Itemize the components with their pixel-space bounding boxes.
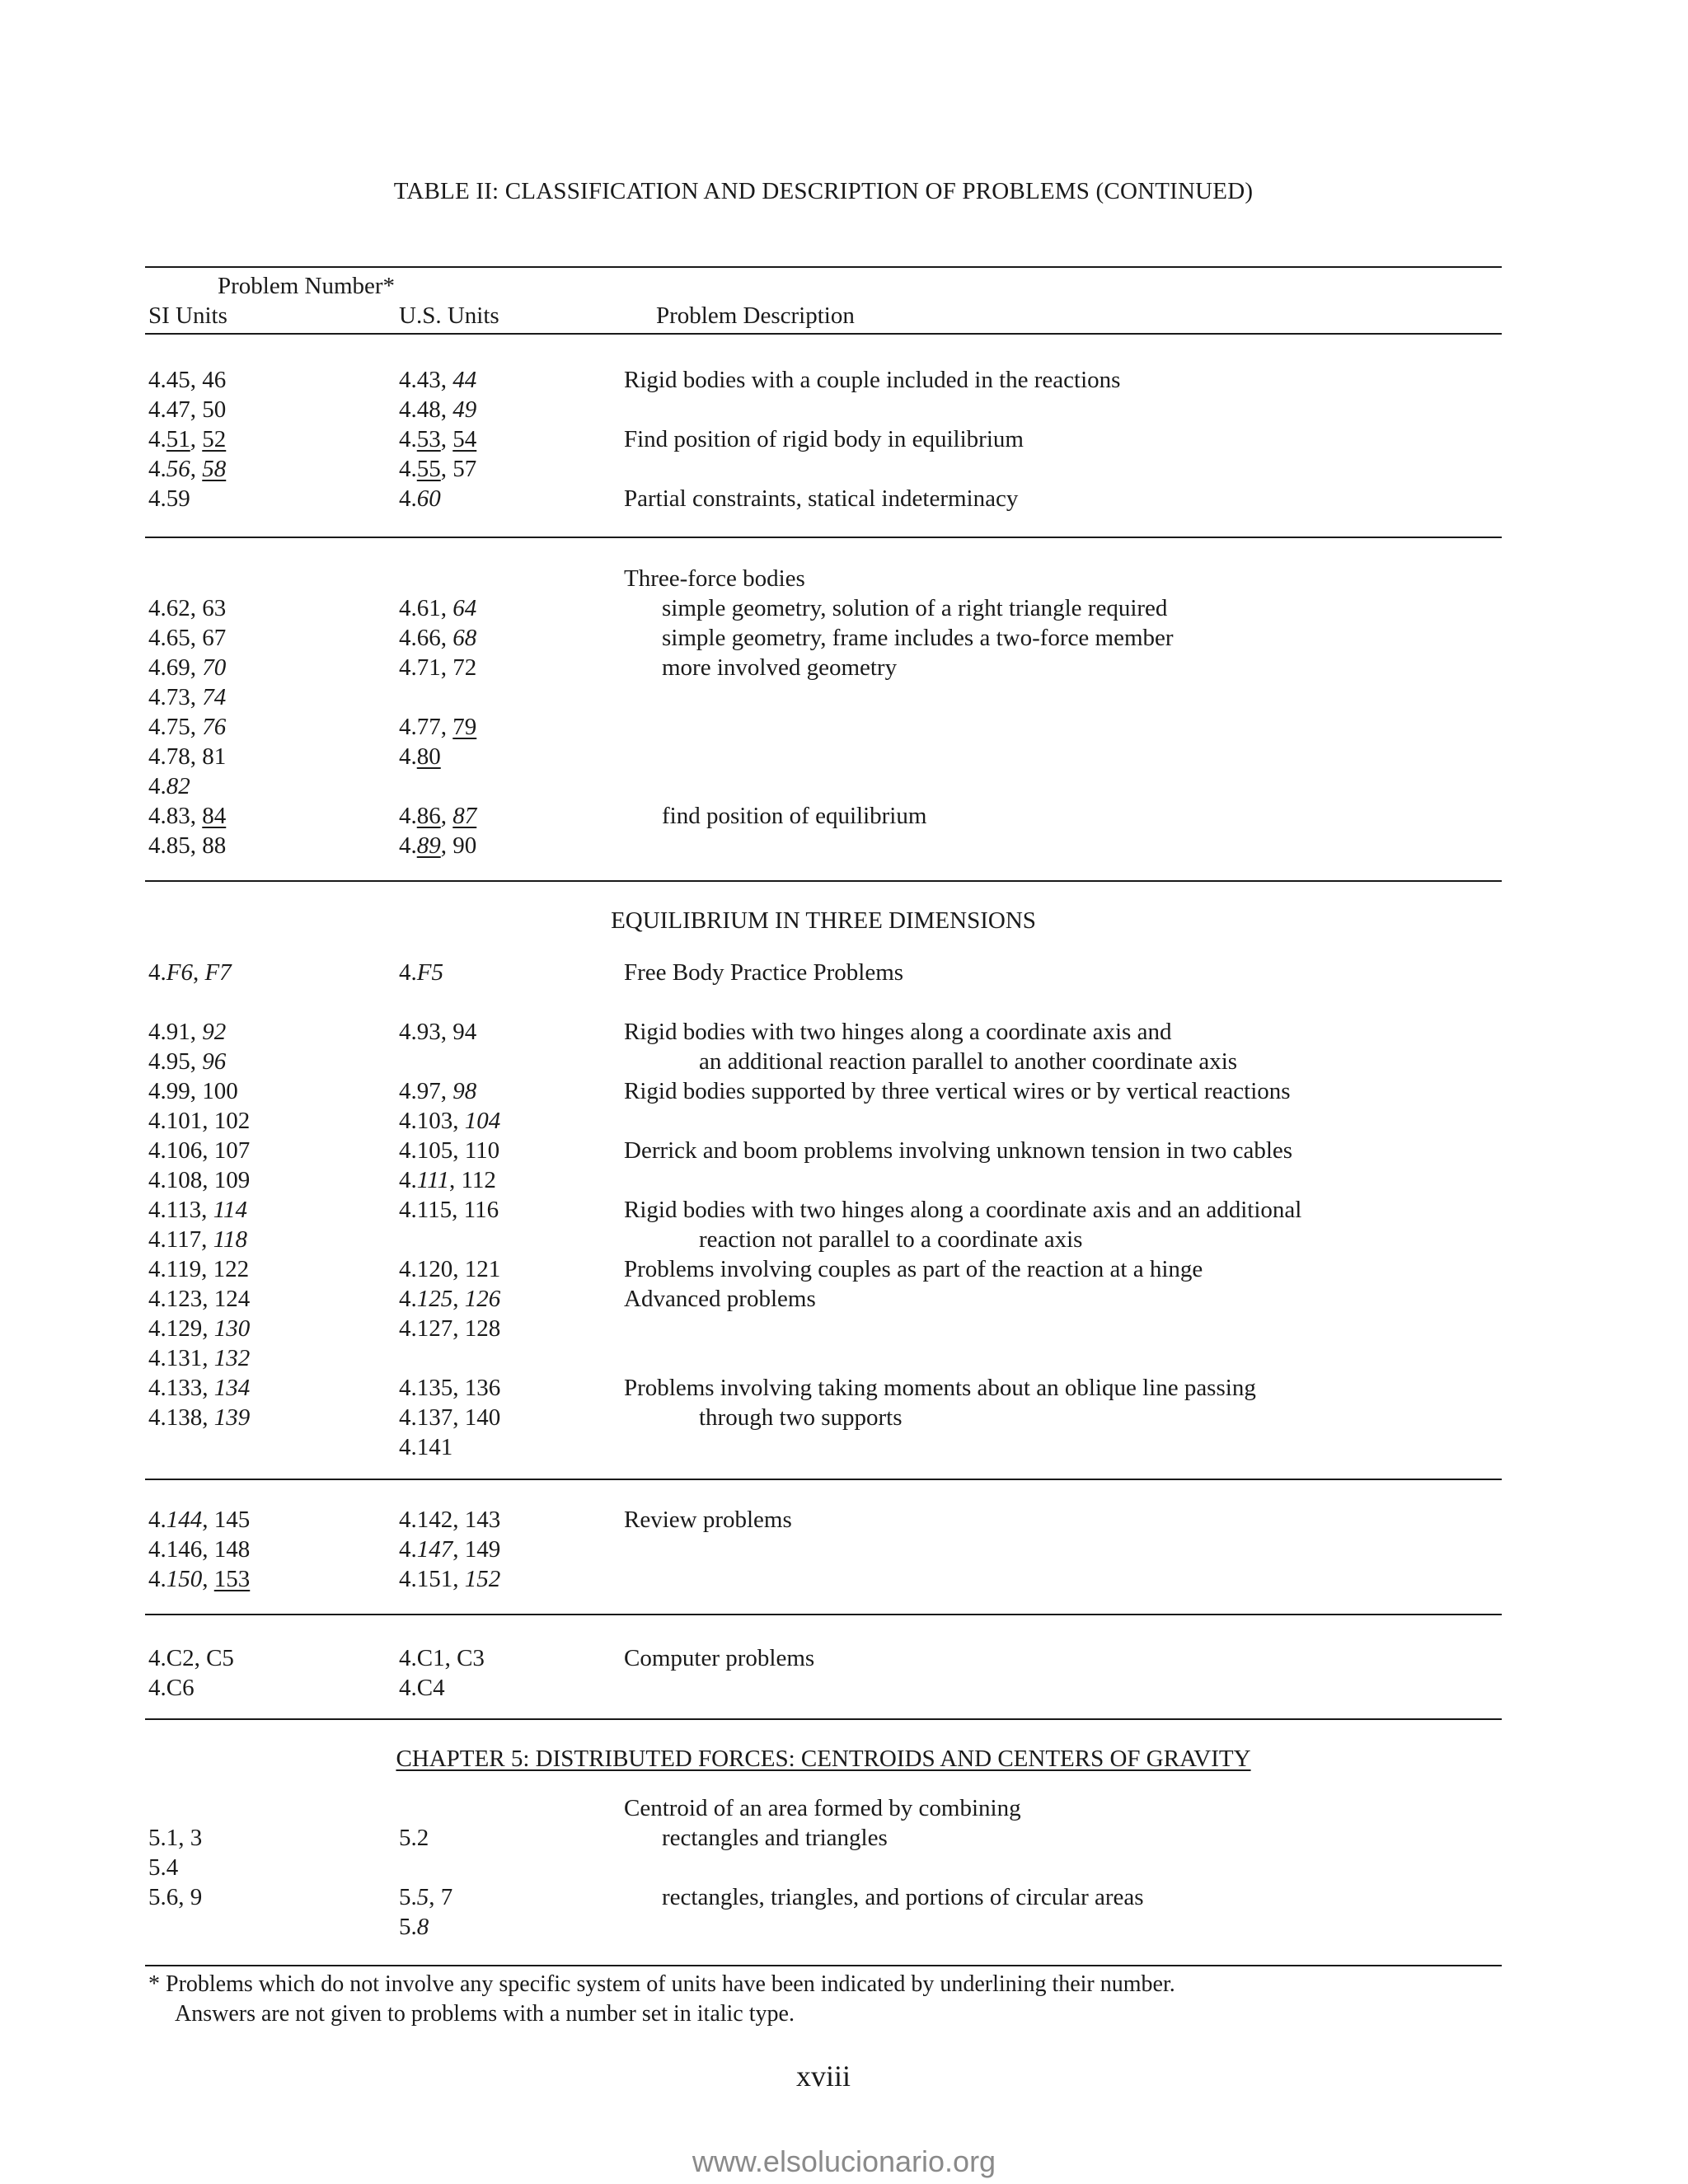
problem-number-part: 4.73, [148, 684, 203, 710]
problem-description-cell: through two supports [699, 1404, 903, 1431]
us-units-cell [399, 593, 476, 623]
problem-number-part: 4. [148, 426, 166, 452]
table-row [0, 1505, 1688, 1535]
us-units-cell [399, 1505, 500, 1535]
si-units-cell [148, 1284, 250, 1314]
table-row [0, 454, 1688, 484]
problem-number-part: 4. [148, 1507, 166, 1533]
section-title [0, 906, 1647, 935]
header-problem-description: Problem Description [656, 302, 855, 329]
problem-description-cell: reaction not parallel to a coordinate axis [699, 1226, 1083, 1253]
problem-number-part: 4.65, 67 [148, 625, 227, 651]
problem-number-part: 64 [452, 595, 477, 621]
problem-number-part: 87 [452, 803, 477, 829]
us-units-cell [399, 395, 476, 424]
problem-number-part: 4.141 [399, 1434, 453, 1460]
problem-number-part: 56 [166, 456, 190, 482]
problem-number-part: 4.103, [399, 1108, 465, 1134]
problem-number-part: 4.129, [148, 1315, 214, 1342]
table-row [0, 653, 1688, 682]
problem-number-part: 144 [166, 1507, 203, 1533]
problem-number-part: 4.117, [148, 1226, 213, 1253]
si-units-cell [148, 1823, 202, 1853]
problem-number-part: , [440, 803, 453, 829]
problem-number-part: 49 [452, 396, 477, 423]
problem-number-part: 4.135, 136 [399, 1375, 501, 1401]
table-row [0, 623, 1688, 653]
us-units-cell [399, 1017, 476, 1047]
problem-number-part: 76 [202, 714, 227, 740]
problem-number-part: 4.137, 140 [399, 1404, 501, 1431]
table-row [0, 958, 1688, 987]
problem-number-part: 5.2 [399, 1825, 429, 1851]
problem-number-part: 92 [202, 1019, 227, 1045]
table-row [0, 365, 1688, 395]
si-units-cell [148, 771, 190, 801]
problem-number-part: 4. [399, 485, 417, 512]
problem-number-part: 74 [202, 684, 227, 710]
table-row [0, 1314, 1688, 1343]
problem-number-part: 5 [416, 1884, 429, 1910]
table-row [0, 1912, 1688, 1942]
us-units-cell [399, 1823, 429, 1853]
table-row [0, 1793, 1688, 1823]
problem-number-part: 4.133, [148, 1375, 214, 1401]
problem-number-part: 4.115, 116 [399, 1197, 499, 1223]
problem-number-part: 53 [416, 426, 441, 452]
si-units-cell [148, 1882, 202, 1912]
problem-number-part: 58 [202, 456, 227, 482]
problem-number-part: 4.119, 122 [148, 1256, 250, 1282]
si-units-cell [148, 1165, 250, 1195]
table-row [0, 1017, 1688, 1047]
problem-number-part: 4.62, 63 [148, 595, 227, 621]
problem-description-cell: Derrick and boom problems involving unknown tension in two cables [624, 1137, 1293, 1164]
problem-number-part: 147 [416, 1536, 453, 1563]
section-title-text: EQUILIBRIUM IN THREE DIMENSIONS [611, 907, 1036, 934]
problem-number-part: 4.78, 81 [148, 743, 227, 770]
si-units-cell [148, 1254, 249, 1284]
problem-number-part: 5.4 [148, 1854, 179, 1881]
problem-number-part: 4.85, 88 [148, 832, 227, 859]
problem-description-cell: Computer problems [624, 1645, 815, 1671]
us-units-cell [399, 1254, 500, 1284]
table-row [0, 1673, 1688, 1703]
table-row [0, 1136, 1688, 1165]
page-number: xviii [795, 2060, 851, 2093]
si-units-cell [148, 1564, 250, 1594]
problem-number-part: 68 [452, 625, 477, 651]
us-units-cell [399, 958, 443, 987]
problem-number-part: 4. [399, 959, 417, 986]
problem-number-part: 4. [399, 743, 417, 770]
table-row [0, 712, 1688, 742]
problem-number-part: , 145 [202, 1507, 251, 1533]
problem-number-part: 70 [202, 654, 227, 681]
footnote-line-2: Answers are not given to problems with a number set in italic type. [175, 2001, 795, 2027]
problem-number-part: 4. [399, 803, 417, 829]
table-row [0, 1853, 1688, 1882]
si-units-cell [148, 1195, 247, 1225]
us-units-cell [399, 1535, 500, 1564]
problem-number-part: , 112 [448, 1167, 496, 1193]
us-units-cell [399, 1564, 500, 1594]
problem-number-part: 4.138, [148, 1404, 214, 1431]
problem-number-part: 111 [416, 1167, 449, 1193]
problem-number-part: 4.146, 148 [148, 1536, 251, 1563]
problem-number-part: 4.45, 46 [148, 367, 227, 393]
problem-number-part: 4.120, 121 [399, 1256, 501, 1282]
problem-number-part: 96 [202, 1048, 227, 1075]
problem-number-part: , [452, 1286, 465, 1312]
problem-number-part: 4.151, [399, 1566, 465, 1592]
table-row [0, 801, 1688, 831]
us-units-cell [399, 1106, 500, 1136]
us-units-cell [399, 1284, 500, 1314]
problem-number-part: 4.97, [399, 1078, 453, 1104]
problem-number-part: 4.108, 109 [148, 1167, 251, 1193]
problem-description-cell: Review problems [624, 1507, 792, 1533]
problem-number-part: 4.106, 107 [148, 1137, 251, 1164]
problem-number-part: 4.C4 [399, 1675, 445, 1701]
us-units-cell [399, 1673, 445, 1703]
problem-number-part: 55 [416, 456, 441, 482]
problem-number-part: 4.105, 110 [399, 1137, 500, 1164]
problem-number-part: 84 [202, 803, 227, 829]
us-units-cell [399, 484, 441, 513]
problem-number-part: 4.C1, C3 [399, 1645, 485, 1671]
problem-number-part: , 149 [452, 1536, 501, 1563]
problem-description-cell: Three-force bodies [624, 565, 805, 592]
si-units-cell [148, 1403, 250, 1432]
table-row [0, 1564, 1688, 1594]
table-row [0, 1076, 1688, 1106]
si-units-cell [148, 1853, 178, 1882]
problem-number-part: 114 [213, 1197, 248, 1223]
problem-number-part: 4.47, 50 [148, 396, 227, 423]
problem-number-part: 52 [202, 426, 227, 452]
problem-number-part: 86 [416, 803, 441, 829]
problem-description-cell: simple geometry, solution of a right triangle required [662, 595, 1168, 621]
us-units-cell [399, 1195, 499, 1225]
problem-number-part: 4.C2, C5 [148, 1645, 234, 1671]
si-units-cell [148, 1136, 250, 1165]
problem-description-cell: Free Body Practice Problems [624, 959, 904, 986]
si-units-cell [148, 395, 226, 424]
table-row [0, 1195, 1688, 1225]
problem-description-cell: Find position of rigid body in equilibrium [624, 426, 1024, 452]
us-units-cell [399, 365, 476, 395]
problem-description-cell: Problems involving couples as part of the reaction at a hinge [624, 1256, 1203, 1282]
section-rule [145, 1965, 1502, 1966]
problem-number-part: 152 [464, 1566, 501, 1592]
problem-number-part: 4.61, [399, 595, 453, 621]
si-units-cell [148, 454, 226, 484]
problem-number-part: , [440, 426, 453, 452]
table-row [0, 1165, 1688, 1195]
si-units-cell [148, 1225, 247, 1254]
us-units-cell [399, 653, 476, 682]
table-row [0, 424, 1688, 454]
si-units-cell [148, 1505, 250, 1535]
table-row [0, 1254, 1688, 1284]
problem-number-part: 4. [399, 456, 417, 482]
problem-number-part: 4.123, 124 [148, 1286, 251, 1312]
table-row [0, 593, 1688, 623]
problem-number-part: 4.95, [148, 1048, 203, 1075]
si-units-cell [148, 1047, 226, 1076]
problem-description-cell: rectangles, triangles, and portions of circular areas [662, 1884, 1144, 1910]
problem-number-part: 4.113, [148, 1197, 213, 1223]
problem-number-part: 132 [213, 1345, 251, 1371]
problem-number-part: , [190, 456, 203, 482]
si-units-cell [148, 682, 226, 712]
us-units-cell [399, 1076, 476, 1106]
problem-number-part: 134 [213, 1375, 251, 1401]
si-units-cell [148, 1535, 250, 1564]
si-units-cell [148, 831, 226, 860]
problem-description-cell: simple geometry, frame includes a two-force member [662, 625, 1174, 651]
problem-number-part: 5. [399, 1884, 417, 1910]
problem-number-part: 79 [452, 714, 477, 740]
us-units-cell [399, 1882, 452, 1912]
si-units-cell [148, 1017, 226, 1047]
problem-number-part: 4.93, 94 [399, 1019, 477, 1045]
us-units-cell [399, 742, 441, 771]
problem-number-part: 4.71, 72 [399, 654, 477, 681]
problem-number-part: 89 [416, 832, 441, 859]
si-units-cell [148, 1673, 195, 1703]
header-us-units: U.S. Units [399, 302, 499, 329]
us-units-cell [399, 712, 476, 742]
watermark-url: www.elsolucionario.org [692, 2144, 996, 2178]
problem-number-part: 4.43, [399, 367, 453, 393]
problem-description-cell: Advanced problems [624, 1286, 816, 1312]
problem-description-cell: an additional reaction parallel to another coordinate axis [699, 1048, 1238, 1075]
table-row [0, 1284, 1688, 1314]
section-rule [145, 1479, 1502, 1480]
table-row [0, 1047, 1688, 1076]
si-units-cell [148, 958, 232, 987]
problem-description-cell: Rigid bodies with two hinges along a coordinate axis and [624, 1019, 1172, 1045]
problem-description-cell: Rigid bodies with a couple included in the reactions [624, 367, 1121, 393]
problem-description-cell: Rigid bodies with two hinges along a coordinate axis and an additional [624, 1197, 1302, 1223]
us-units-cell [399, 801, 476, 831]
problem-number-part: , 90 [440, 832, 477, 859]
table-row [0, 682, 1688, 712]
table-row [0, 1823, 1688, 1853]
problem-number-part: 139 [213, 1404, 251, 1431]
header-problem-number: Problem Number* [218, 273, 396, 299]
si-units-cell [148, 1373, 250, 1403]
table-row [0, 1106, 1688, 1136]
problem-number-part: 4. [399, 832, 417, 859]
problem-number-part: , [190, 426, 203, 452]
table-row [0, 395, 1688, 424]
problem-number-part: 4. [399, 1167, 417, 1193]
problem-description-cell: rectangles and triangles [662, 1825, 888, 1851]
problem-number-part: 4.99, 100 [148, 1078, 238, 1104]
problem-number-part: F5 [416, 959, 443, 986]
problem-number-part: 4.101, 102 [148, 1108, 251, 1134]
problem-number-part: 44 [452, 367, 477, 393]
si-units-cell [148, 653, 226, 682]
us-units-cell [399, 1912, 429, 1942]
problem-number-part: 4.142, 143 [399, 1507, 501, 1533]
problem-number-part: 4.91, [148, 1019, 203, 1045]
problem-number-part: 4.83, [148, 803, 203, 829]
problem-number-part: 4.131, [148, 1345, 214, 1371]
section-rule [145, 537, 1502, 538]
problem-number-part: 130 [213, 1315, 251, 1342]
table-row [0, 1432, 1688, 1462]
problem-number-part: 60 [416, 485, 441, 512]
problem-number-part: F7 [204, 959, 232, 986]
problem-description-cell: Rigid bodies supported by three vertical wires or by vertical reactions [624, 1078, 1291, 1104]
us-units-cell [399, 424, 476, 454]
si-units-cell [148, 712, 226, 742]
si-units-cell [148, 593, 226, 623]
problem-number-part: 104 [464, 1108, 501, 1134]
problem-number-part: 8 [416, 1914, 429, 1940]
section-title-text: CHAPTER 5: DISTRIBUTED FORCES: CENTROIDS AND CENTERS OF GRAVITY [396, 1746, 1251, 1772]
table-row [0, 1225, 1688, 1254]
table-row [0, 771, 1688, 801]
table-row [0, 484, 1688, 513]
si-units-cell [148, 1314, 250, 1343]
si-units-cell [148, 484, 190, 513]
table-row [0, 1373, 1688, 1403]
problem-description-cell: Partial constraints, statical indeterminacy [624, 485, 1019, 512]
problem-number-part: 153 [213, 1566, 251, 1592]
si-units-cell [148, 1106, 250, 1136]
table-row [0, 1535, 1688, 1564]
problem-number-part: 4.77, [399, 714, 453, 740]
si-units-cell [148, 1343, 250, 1373]
problem-number-part: 80 [416, 743, 441, 770]
si-units-cell [148, 742, 226, 771]
problem-number-part: , [202, 1566, 214, 1592]
problem-number-part: 150 [166, 1566, 203, 1592]
table-row [0, 1643, 1688, 1673]
si-units-cell [148, 1076, 238, 1106]
problem-number-part: 4. [148, 456, 166, 482]
table-title: TABLE II: CLASSIFICATION AND DESCRIPTION OF PROBLEMS (CONTINUED) [393, 178, 1254, 204]
problem-number-part: 4. [148, 959, 166, 986]
si-units-cell [148, 801, 226, 831]
problem-number-part: 4. [148, 1566, 166, 1592]
us-units-cell [399, 1314, 500, 1343]
us-units-cell [399, 1136, 499, 1165]
problem-number-part: 4.75, [148, 714, 203, 740]
table-row [0, 1343, 1688, 1373]
table-row [0, 742, 1688, 771]
table-row [0, 831, 1688, 860]
problem-description-cell: Problems involving taking moments about an oblique line passing [624, 1375, 1256, 1401]
problem-description-cell: more involved geometry [662, 654, 898, 681]
table-row [0, 1882, 1688, 1912]
problem-number-part: F6 [166, 959, 193, 986]
problem-number-part: 5.1, 3 [148, 1825, 203, 1851]
table-row [0, 564, 1688, 593]
us-units-cell [399, 623, 476, 653]
problem-number-part: 4.66, [399, 625, 453, 651]
us-units-cell [399, 831, 476, 860]
us-units-cell [399, 1432, 452, 1462]
us-units-cell [399, 1373, 500, 1403]
problem-number-part: 5.6, 9 [148, 1884, 203, 1910]
us-units-cell [399, 454, 476, 484]
si-units-cell [148, 365, 226, 395]
problem-number-part: 4. [399, 426, 417, 452]
problem-number-part: 82 [166, 773, 190, 799]
problem-description-cell: find position of equilibrium [662, 803, 927, 829]
section-rule [145, 1614, 1502, 1615]
problem-number-part: 125 [416, 1286, 453, 1312]
section-rule [145, 880, 1502, 882]
us-units-cell [399, 1165, 496, 1195]
problem-description-cell: Centroid of an area formed by combining [624, 1795, 1021, 1821]
section-title [0, 1744, 1647, 1774]
problem-number-part: 54 [452, 426, 477, 452]
us-units-cell [399, 1643, 485, 1673]
problem-number-part: 4.C6 [148, 1675, 195, 1701]
section-rule [145, 1718, 1502, 1720]
header-si-units: SI Units [148, 302, 227, 329]
header-bottom-rule [145, 333, 1502, 335]
problem-number-part: 4. [148, 773, 166, 799]
problem-number-part: , [192, 959, 205, 986]
problem-number-part: 4. [399, 1286, 417, 1312]
si-units-cell [148, 623, 226, 653]
problem-number-part: 4.48, [399, 396, 453, 423]
us-units-cell [399, 1403, 500, 1432]
problem-number-part: 51 [166, 426, 190, 452]
problem-number-part: , 7 [429, 1884, 453, 1910]
problem-number-part: 4.127, 128 [399, 1315, 501, 1342]
problem-number-part: 98 [452, 1078, 477, 1104]
problem-number-part: 4. [399, 1536, 417, 1563]
problem-number-part: 118 [213, 1226, 248, 1253]
footnote-line-1: * Problems which do not involve any specific system of units have been indicated by underlining their number. [148, 1971, 1175, 1997]
problem-number-part: 5. [399, 1914, 417, 1940]
si-units-cell [148, 1643, 234, 1673]
problem-number-part: , 57 [440, 456, 477, 482]
si-units-cell [148, 424, 226, 454]
problem-number-part: 126 [464, 1286, 501, 1312]
table-row [0, 1403, 1688, 1432]
header-top-rule [145, 266, 1502, 268]
problem-number-part: 4.69, [148, 654, 203, 681]
problem-number-part: 4.59 [148, 485, 190, 512]
